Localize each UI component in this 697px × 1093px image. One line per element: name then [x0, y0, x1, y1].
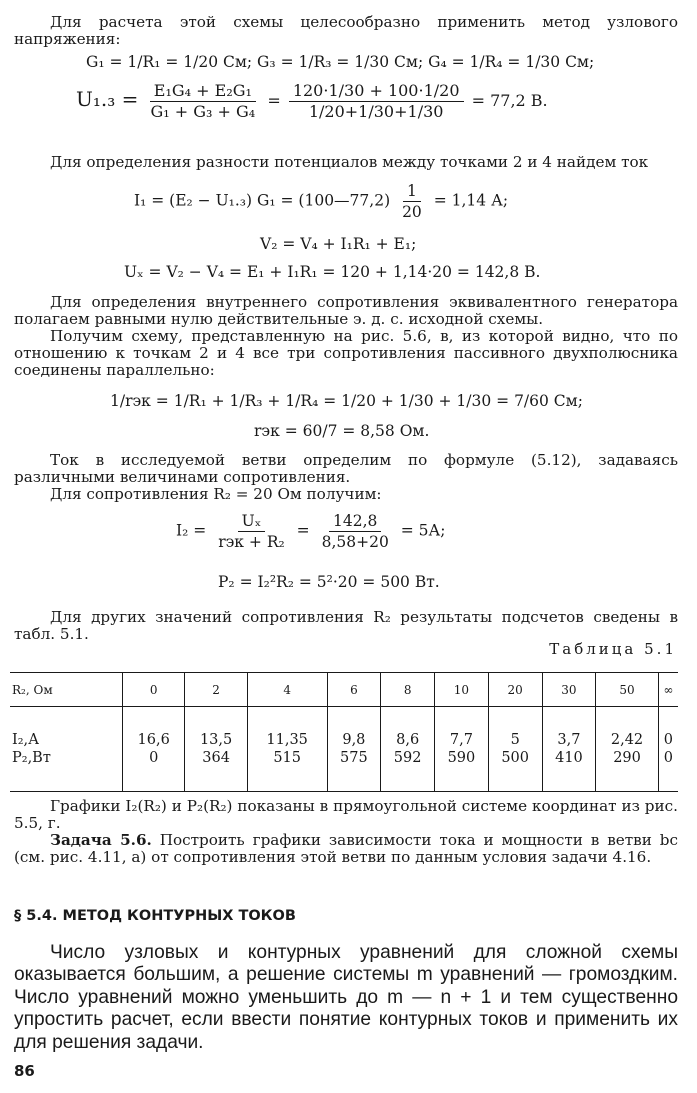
task-label: Задача 5.6.: [50, 831, 152, 849]
equation-current-i2: I₂ = $\frac{\text{Uₓ}}{\text{rэк + R₂}}$ = $\frac{142,8}{8,58+20}$ = 5А;: [176, 512, 446, 551]
equation-conductances: G₁ = 1/R₁ = 1/20 См; G₃ = 1/R₃ = 1/30 См; G₄ = 1/R₄ = 1/30 См;: [86, 53, 595, 71]
equation-power: P₂ = I₂²R₂ = 5²·20 = 500 Вт.: [218, 573, 440, 591]
paragraph-potential: Для определения разности потенциалов между точками 2 и 4 найдем ток: [50, 153, 649, 171]
paragraph-loop-currents: Число узловых и контурных уравнений для сложной схемы оказывается большим, а решение системы m уравнений — громоздким. Число уравнений можно уменьшить до m — n + 1 и тем существенно упростить расчет, если ввести понятие контурных токов и применить их для решения задачи.: [14, 942, 678, 1053]
equation-rek-1: 1/rэк = 1/R₁ + 1/R₃ + 1/R₄ = 1/20 + 1/30 + 1/30 = 7/60 См;: [110, 392, 583, 410]
paragraph-internal-resistance: Для определения внутреннего сопротивления эквивалентного генератора полагаем равными нулю действительные э. д. с. исходной схемы. Получим схему, представленную на рис. 5.6, в, из которой видно, что по отношению к точкам 2 и 4 все три сопротивления пассивного двухполюсника соединены параллельно:: [14, 293, 678, 379]
section-title: § 5.4. МЕТОД КОНТУРНЫХ ТОКОВ: [14, 908, 296, 924]
equation-rek-2: rэк = 60/7 = 8,58 Ом.: [254, 422, 430, 440]
table-header-row: R₂, Ом 0 2 4 6 8 10 20 30 50 ∞: [10, 673, 678, 707]
equation-ux: Uₓ = V₂ − V₄ = E₁ + I₁R₁ = 120 + 1,14·20 = 142,8 В.: [124, 263, 541, 281]
paragraph-intro: Для расчета этой схемы целесообразно применить метод узлового напряжения:: [14, 13, 678, 48]
equation-v2: V₂ = V₄ + I₁R₁ + E₁;: [260, 235, 417, 253]
table-data-row: I₂,А P₂,Вт 16,6 0 13,5 364 11,35 515 9,8 575 8,6 592 7,7 590 5 500 3,7 410 2,42 290 0 0: [10, 707, 678, 792]
paragraph-branch-current: Ток в исследуемой ветви определим по формуле (5.12), задаваясь различными величинами сопротивления. Для сопротивления R₂ = 20 Ом получим:: [14, 451, 678, 503]
page-number: 86: [14, 1062, 35, 1080]
results-table: [10, 672, 678, 792]
paragraph-graphs: Графики I₂(R₂) и P₂(R₂) показаны в прямоугольной системе координат из рис. 5.5, г. Задача 5.6. Построить графики зависимости тока и мощности в ветви bc (см. рис. 4.11, а) от сопротивления этой ветви по данным условия задачи 4.16.: [14, 797, 679, 866]
equation-node-voltage: U₁.₃ = $\frac{\text{E₁G₄ + E₂G₁}}{\text{G₁ + G₃ + G₄}}$ = $\frac{120\cdot 1/30 + 100\cdot 1/20}{1/20+1/30+1/30}$ = 77,2 В.: [76, 81, 548, 121]
equation-current-i1: I₁ = (E₂ − U₁.₃) G₁ = (100—77,2) $\frac{1}{20}$ = 1,14 А;: [134, 182, 509, 221]
table-caption: Таблица 5.1: [549, 640, 677, 658]
paragraph-table-ref: Для других значений сопротивления R₂ результаты подсчетов сведены в табл. 5.1.: [14, 608, 678, 643]
